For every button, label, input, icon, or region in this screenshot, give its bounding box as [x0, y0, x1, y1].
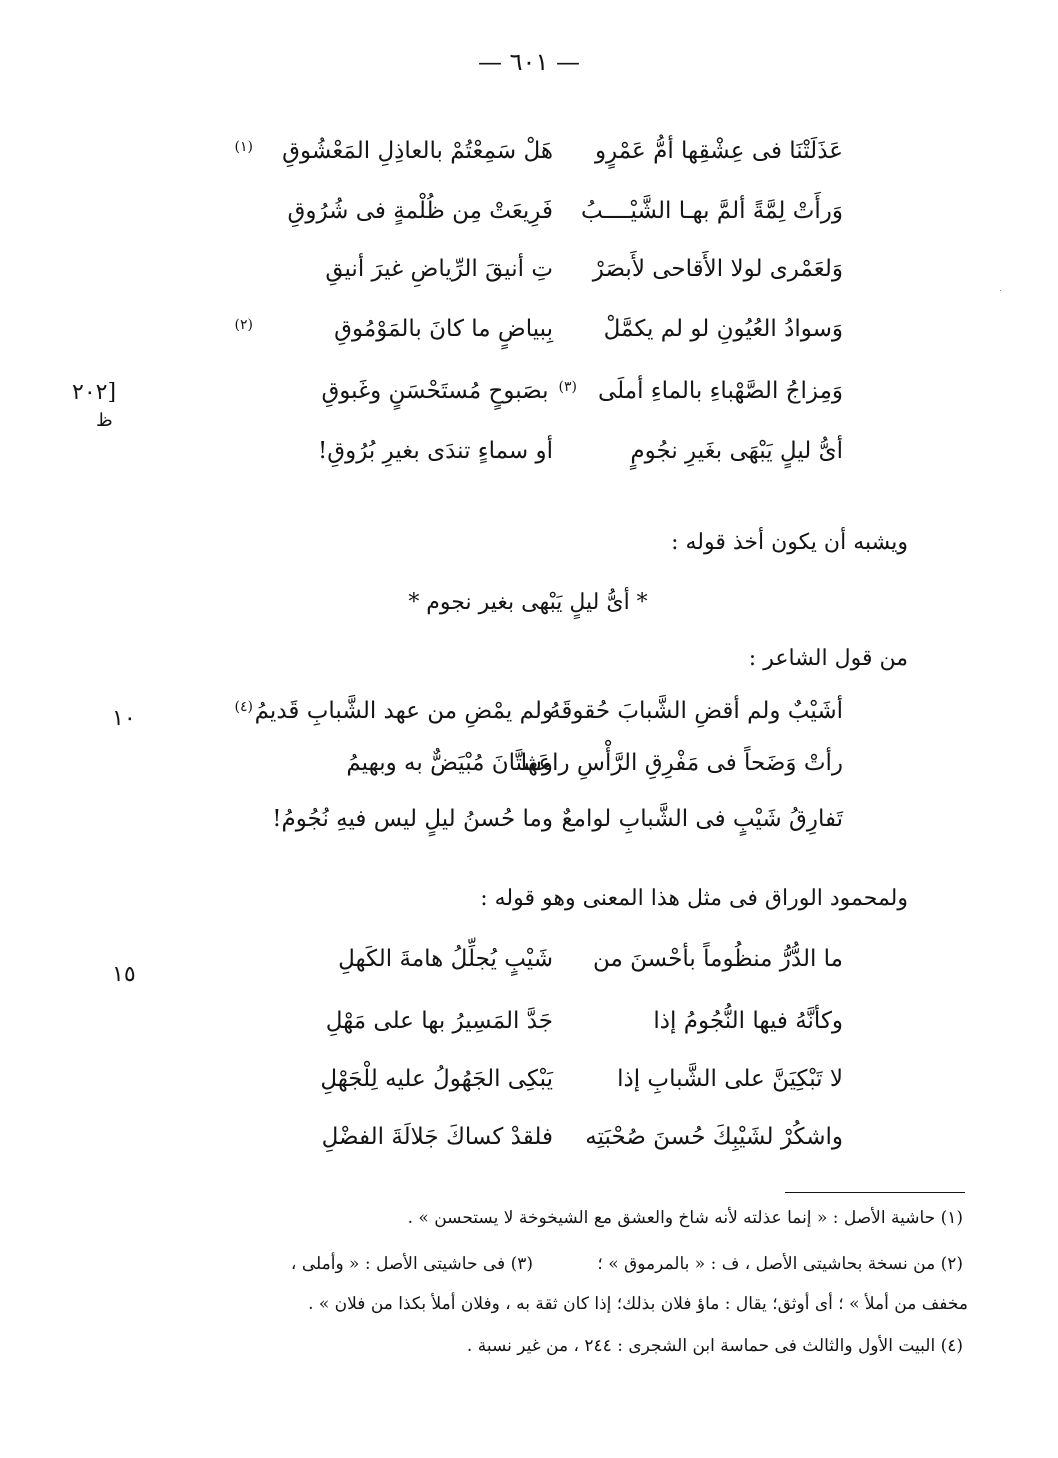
verse-second-hemistich: وما حُسنُ ليلٍ ليس فيهِ نُجُومُ!: [272, 806, 553, 832]
verse-line: [249, 380, 843, 403]
verse-second-hemistich: تِ أنيقَ الرِّياضِ غيرَ أنيقِ: [325, 256, 553, 282]
verse-line: [253, 1068, 843, 1091]
verse-second-hemistich: فلقدْ كساكَ جَلالَةَ الفضْلِ: [321, 1124, 553, 1150]
margin-folio-ref: [٢٠٢: [72, 380, 117, 405]
verse-second-hemistich: بِبياضٍ ما كانَ بالمَوْمُوقِ: [334, 316, 553, 342]
verse-line: [253, 200, 843, 223]
verse-second-hemistich: هَلْ سَمِعْتُمْ بالعاذِلِ المَعْشُوقِ: [282, 138, 553, 164]
verse-line: [253, 1126, 843, 1149]
footnote-marker: (٢): [234, 317, 253, 333]
margin-line-number-15: ١٥: [112, 962, 136, 987]
verse-first-hemistich: ما الدُّرُّ منظُوماً بأحْسنَ من: [593, 946, 843, 972]
verse-second-hemistich: وشتَّانَ مُبْيَضٌّ به وبهيمُ: [346, 750, 553, 776]
footnote-4: (٤) البيت الأول والثالث فى حماسة ابن الشجرى : ٢٤٤ ، من غير نسبة .: [466, 1336, 963, 1356]
verse-line: [253, 440, 843, 463]
prose-paragraph: ولمحمود الوراق فى مثل هذا المعنى وهو قوله :: [480, 886, 908, 911]
footnote-marker: (٤): [234, 699, 253, 715]
verse-first-hemistich: وَمِزاجُ الصَّهْباءِ بالماءِ أملَى: [597, 378, 843, 404]
verse-first-hemistich: عَذَلَتْنَا فى عِشْقِها أمُّ عَمْرٍو: [594, 138, 843, 164]
verse-first-hemistich: وَسوادُ العُيُونِ لو لم يكمَّلْ: [603, 316, 843, 342]
verse-second-hemistich: فَرِيعَتْ مِن ظُلْمةٍ فى شُرُوقِ: [287, 198, 553, 224]
verse-second-hemistich: يَبْكِى الجَهُولُ عليه لِلْجَهْلِ: [320, 1066, 553, 1092]
footnote-1: (١) حاشية الأصل : « إنما عذلته لأنه شاخ والعشق مع الشيخوخة لا يستحسن » .: [407, 1208, 963, 1228]
footnotes-2-3: [163, 1256, 963, 1273]
verse-first-hemistich: رأتْ وَضَحاً فى مَفْرِقِ الرَّأْسِ راعَها: [520, 750, 843, 776]
verse-first-hemistich: لا تَبْكِيَنَّ على الشَّبابِ إذا: [617, 1066, 843, 1092]
verse-first-hemistich: وَرأَتْ لِمَّةً ألمَّ بهـا الشَّيْــــبُ: [581, 198, 843, 224]
page-speck: [1000, 290, 1001, 291]
footnote-3: (٣) فى حاشيتى الأصل : « وأملى ،: [290, 1254, 533, 1274]
margin-folio-sub: ظ: [96, 410, 113, 431]
margin-line-number-10: ١٠: [112, 706, 136, 731]
verse-line: [253, 808, 843, 831]
verse-first-hemistich: واشكُرْ لشَيْبِكَ حُسنَ صُحْبَتِه: [585, 1124, 843, 1150]
prose-paragraph: من قول الشاعر :: [748, 646, 908, 671]
footnote-2: (٢) من نسخة بحاشيتى الأصل ، ف : « بالمرموق » ؛: [597, 1254, 963, 1274]
verse-line: [253, 258, 843, 281]
verse-line: [253, 752, 843, 775]
verse-first-hemistich: وكأنَّهُ فيها النُّجُومُ إذا: [653, 1008, 843, 1034]
verse-first-hemistich: وَلعَمْرى لولا الأَقاحى لأَبصَرْ: [592, 256, 843, 282]
verse-second-hemistich: شَيْبٍ يُجلِّلُ هامةَ الكَهلِ: [338, 946, 553, 972]
verse-line: [235, 700, 843, 723]
verse-first-hemistich: تَفارِقُ شَيْبٍ فى الشَّبابِ لوامعٌ: [561, 806, 843, 832]
verse-line: [253, 948, 843, 971]
footnote-3-continuation: مخفف من أملأ » ؛ أى أوثق؛ يقال : ماؤ فلان بذلك؛ إذا كان ثقة به ، وفلان أملأ بكذا من فلان » .: [308, 1294, 968, 1314]
verse-line: [235, 318, 843, 341]
quoted-hemistich: * أىُّ ليلٍ يَبْهى بغير نجوم *: [408, 590, 648, 615]
verse-second-hemistich: أو سماءٍ تندَى بغيرِ بُرُوقِ!: [318, 438, 553, 464]
verse-second-hemistich: ولم يمْضِ من عهد الشَّبابِ قَديمُ: [254, 698, 553, 724]
verse-second-hemistich: بصَبوحٍ مُستَحْسَنٍ وغَبوقِ: [321, 378, 549, 404]
page-number: — ٦٠١ —: [478, 48, 580, 76]
footnote-separator: [785, 1192, 965, 1193]
verse-line: [235, 140, 843, 163]
verse-first-hemistich: أشَيْبٌ ولم أقضِ الشَّبابَ حُقوقَهُ: [549, 698, 843, 724]
prose-paragraph: ويشبه أن يكون أخذ قوله :: [671, 530, 908, 555]
verse-first-hemistich: أىُّ ليلٍ يَبْهَى بغَيرِ نجُومٍ: [630, 438, 843, 464]
footnote-marker: (٣): [558, 379, 577, 395]
verse-line: [253, 1010, 843, 1033]
footnote-marker: (١): [234, 139, 253, 155]
verse-second-hemistich: جَدَّ المَسِيرُ بها على مَهْلِ: [325, 1008, 553, 1034]
